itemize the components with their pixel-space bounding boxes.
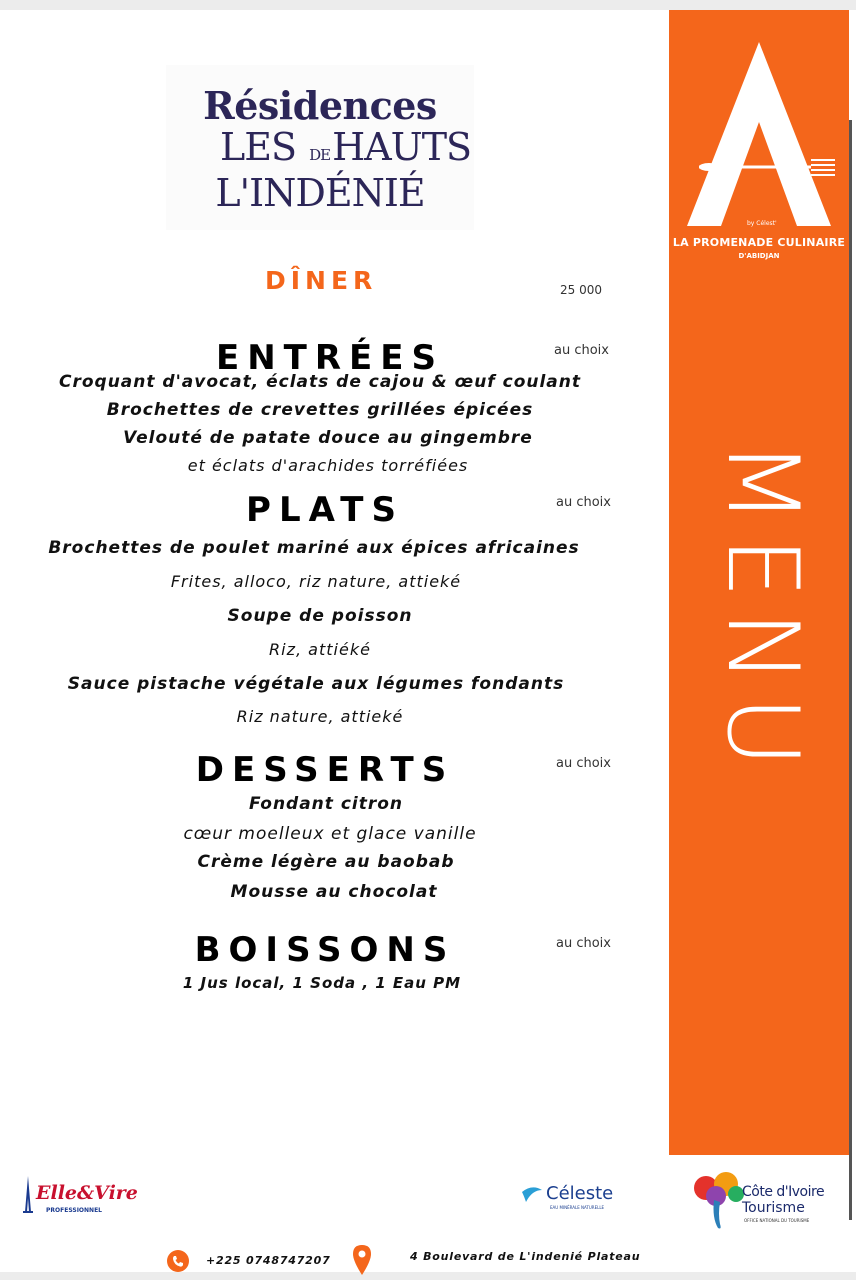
elephant-icon: [692, 1170, 744, 1232]
panel-brand-sub: D'ABIDJAN: [738, 252, 780, 260]
phone-icon: [167, 1250, 189, 1272]
elle-vire-sub: PROFESSIONNEL: [46, 1207, 102, 1214]
celeste-drop-icon: [520, 1182, 544, 1206]
plat-item-detail: Riz nature, attieké: [236, 707, 404, 726]
logo-line-3: L'INDÉNIÉ: [215, 171, 425, 215]
ci-sub: OFFICE NATIONAL DU TOURISME: [744, 1218, 810, 1223]
menu-word-text: MENU: [705, 440, 819, 780]
entree-item: Velouté de patate douce au gingembre: [123, 428, 533, 448]
entree-item: Croquant d'avocat, éclats de cajou & œuf coulant: [59, 372, 581, 392]
dessert-item: Fondant citron: [248, 794, 404, 814]
logo-line-1: Résidences: [203, 83, 437, 128]
section-plats-heading: PLATS: [246, 490, 404, 530]
celeste-sub: EAU MINÉRALE NATURELLE: [550, 1205, 605, 1210]
ci-line-2: Tourisme: [742, 1200, 805, 1216]
panel-byline: by Célest': [747, 220, 777, 227]
entree-item: Brochettes de crevettes grillées épicées: [106, 400, 534, 420]
plat-item: Soupe de poisson: [227, 606, 413, 626]
vertical-menu-word: [705, 440, 819, 860]
menu-page: [0, 10, 856, 1272]
ci-line-1: Côte d'Ivoire: [742, 1184, 825, 1200]
plat-item: Sauce pistache végétale aux légumes fondants: [67, 674, 565, 694]
dessert-item-detail: cœur moelleux et glace vanille: [183, 824, 477, 844]
elle-vire-logo: [18, 1174, 138, 1230]
dessert-item: Mousse au chocolat: [230, 882, 438, 902]
eiffel-tower-icon: [18, 1174, 38, 1214]
menu-price: 25 000: [560, 283, 602, 297]
plats-choice-note: au choix: [556, 495, 611, 510]
plat-item-detail: Frites, alloco, riz nature, attieké: [170, 572, 462, 591]
address: 4 Boulevard de L'indenié Plateau: [410, 1250, 641, 1263]
entrees-choice-note: au choix: [554, 343, 609, 358]
logo-de: DE: [309, 146, 331, 164]
plat-item: Brochettes de poulet mariné aux épices africaines: [48, 538, 580, 558]
logo-line-2: [220, 125, 471, 169]
desserts-choice-note: au choix: [556, 756, 611, 771]
boissons-choice-note: au choix: [556, 936, 611, 951]
section-entrees-heading: ENTRÉES: [216, 338, 444, 378]
section-boissons-heading: BOISSONS: [194, 930, 456, 970]
entree-item-detail: et éclats d'arachides torréfiées: [187, 456, 469, 475]
location-pin-icon: [352, 1244, 372, 1276]
elle-vire-text: Elle&Vire: [36, 1182, 138, 1204]
dessert-item: Crème légère au baobab: [197, 852, 455, 872]
promenade-a-logo-icon: [669, 10, 849, 240]
boisson-item: 1 Jus local, 1 Soda , 1 Eau PM: [182, 974, 462, 992]
orange-side-panel: [669, 10, 849, 1155]
residences-logo: [166, 65, 474, 230]
cote-divoire-tourisme-logo: [690, 1170, 830, 1240]
logo-les: LES: [220, 125, 297, 169]
menu-title: DÎNER: [265, 266, 378, 295]
phone-number[interactable]: +225 0748747207: [206, 1254, 331, 1267]
section-desserts-heading: DESSERTS: [195, 750, 455, 790]
plat-item-detail: Riz, attiéké: [269, 640, 371, 659]
celeste-logo: [520, 1178, 630, 1222]
celeste-text: Céleste: [546, 1183, 614, 1204]
page-edge-line: [849, 120, 852, 1220]
panel-brand: LA PROMENADE CULINAIRE: [672, 236, 846, 249]
logo-hauts: HAUTS: [332, 125, 472, 169]
